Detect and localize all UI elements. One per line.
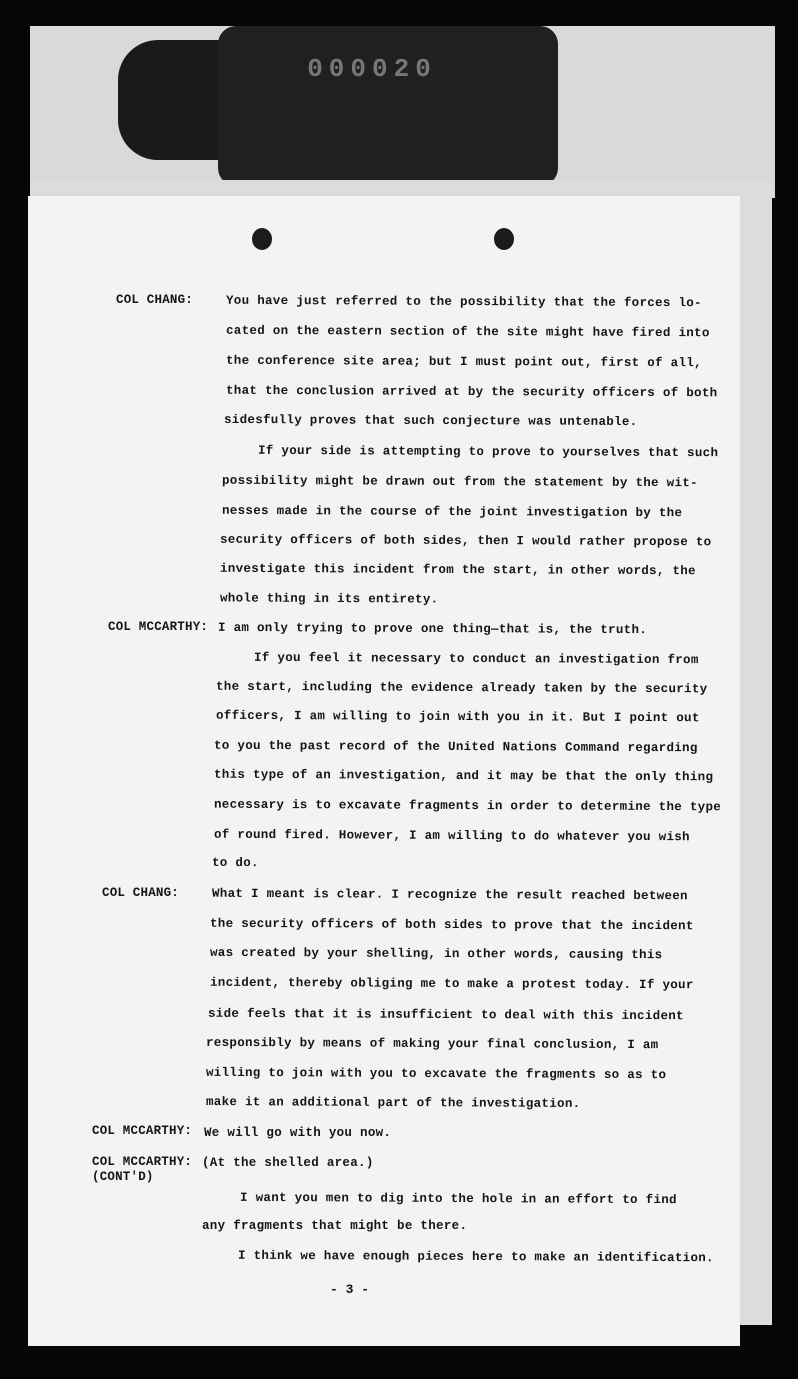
transcript-line: the start, including the evidence already taken by the security — [215, 679, 708, 697]
transcript-line: whole thing in its entirety. — [219, 591, 439, 607]
speaker-continued-label: (CONT'D) — [92, 1170, 154, 1184]
transcript-line: this type of an investigation, and it may be that the only thing — [213, 767, 714, 785]
transcript-line: that the conclusion arrived at by the security officers of both — [225, 383, 718, 401]
transcript-line: nesses made in the course of the joint investigation by the — [221, 503, 683, 521]
transcript-line: willing to join with you to excavate the fragments so as to — [205, 1065, 667, 1083]
transcript-line: sidesfully proves that such conjecture was untenable. — [223, 412, 638, 430]
speaker-label: COL MCCARTHY: — [92, 1124, 193, 1138]
transcript-line: security officers of both sides, then I would rather propose to — [219, 532, 712, 550]
transcript-line: officers, I am willing to join with you in it. But I point out — [215, 708, 700, 726]
punch-hole-left — [252, 228, 272, 250]
transcript-line: to do. — [211, 855, 259, 871]
transcript-line: of round fired. However, I am willing to do whatever you wish — [213, 827, 690, 845]
transcript-line: If your side is attempting to prove to yourselves that such — [257, 443, 719, 461]
transcript-line: What I meant is clear. I recognize the result reached between — [211, 886, 688, 904]
transcript-line: make it an additional part of the investigation. — [205, 1095, 581, 1111]
transcript-line: (At the shelled area.) — [202, 1156, 374, 1170]
transcript-line: responsibly by means of making your final conclusion, I am — [205, 1035, 659, 1053]
transcript-line: I want you men to dig into the hole in an effort to find — [239, 1190, 677, 1208]
transcript-line: investigate this incident from the start, in other words, the — [219, 561, 696, 579]
transcript-line: You have just referred to the possibility that the forces lo- — [225, 293, 702, 311]
transcript-line: any fragments that might be there. — [202, 1219, 468, 1233]
transcript-line: was created by your shelling, in other words, causing this — [209, 945, 663, 963]
transcript-line: If you feel it necessary to conduct an investigation from — [253, 650, 699, 668]
punch-hole-right — [494, 228, 514, 250]
speaker-label: COL CHANG: — [116, 293, 194, 307]
clip-number-label: 000020 — [307, 54, 437, 84]
transcript-line: the conference site area; but I must point out, first of all, — [225, 353, 702, 371]
transcript-line: possibility might be drawn out from the statement by the wit- — [221, 473, 698, 491]
transcript-line: necessary is to excavate fragments in order to determine the type — [213, 797, 722, 815]
binder-clip — [218, 26, 558, 186]
transcript-line: side feels that it is insufficient to deal with this incident — [207, 1006, 684, 1024]
speaker-label: COL CHANG: — [102, 886, 180, 900]
transcript-line: incident, thereby obliging me to make a protest today. If your — [209, 975, 694, 993]
transcript-line: cated on the eastern section of the site might have fired into — [225, 323, 710, 341]
page-number: - 3 - — [330, 1282, 370, 1297]
transcript-line: We will go with you now. — [204, 1126, 392, 1140]
transcript-line: I think we have enough pieces here to make an identification. — [237, 1248, 714, 1266]
transcript-line: I am only trying to prove one thing—that is, the truth. — [217, 620, 648, 638]
speaker-label: COL MCCARTHY: — [108, 620, 209, 634]
transcript-line: to you the past record of the United Nations Command regarding — [213, 738, 698, 756]
transcript-line: the security officers of both sides to prove that the incident — [209, 916, 694, 934]
speaker-label: COL MCCARTHY: — [92, 1155, 193, 1169]
